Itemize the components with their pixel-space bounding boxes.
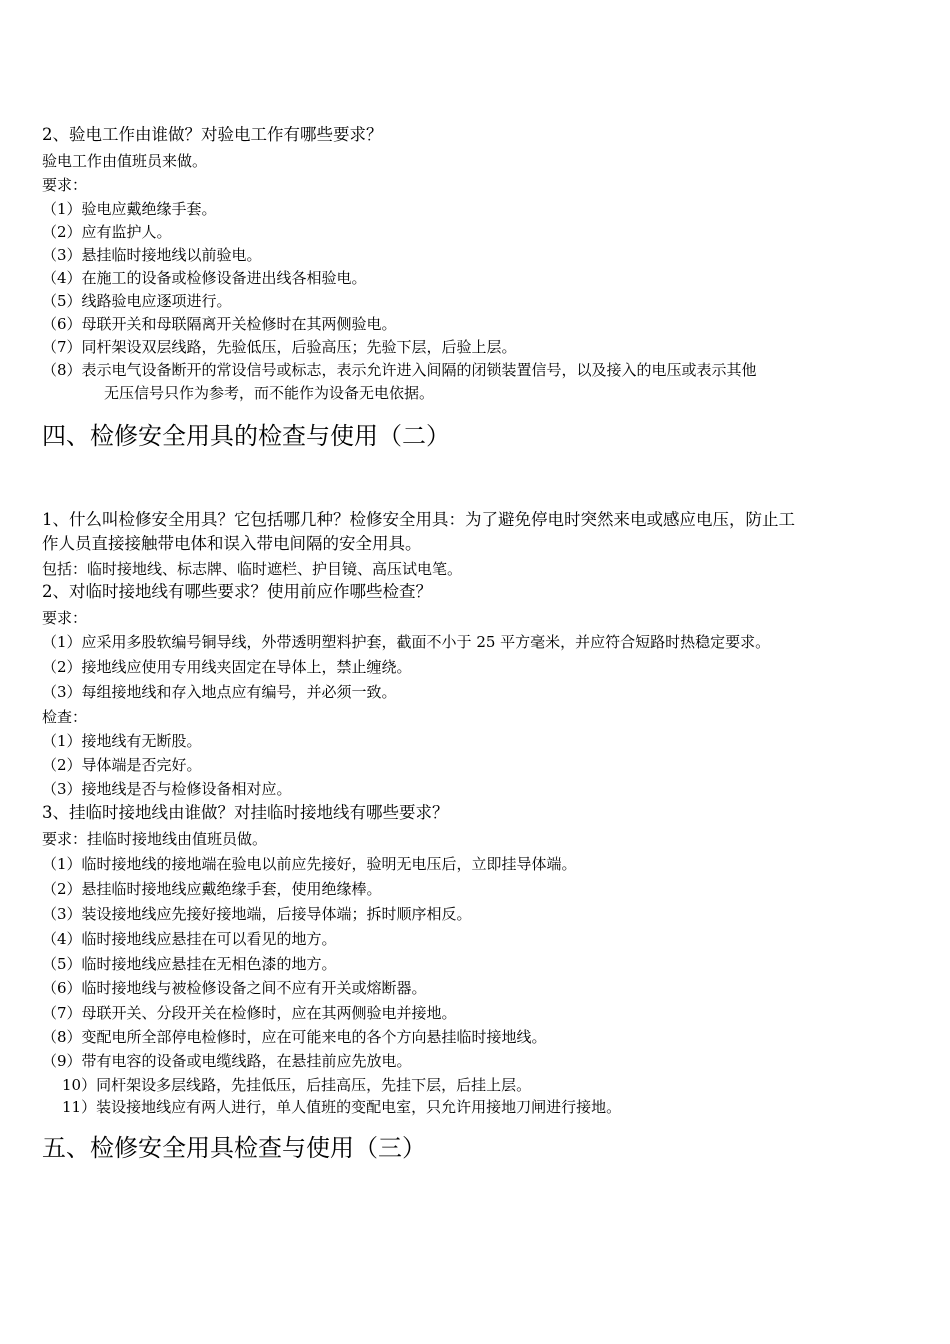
answer-text: 验电工作由值班员来做。 — [42, 152, 208, 170]
list-item: （4）在施工的设备或检修设备进出线各相验电。 — [42, 269, 367, 287]
list-item: （3）接地线是否与检修设备相对应。 — [42, 780, 292, 798]
list-item: （7）母联开关、分段开关在检修时，应在其两侧验电并接地。 — [42, 1004, 457, 1022]
requirements-text: 要求：挂临时接地线由值班员做。 — [42, 830, 268, 848]
section-heading-5: 五、检修安全用具检查与使用（三） — [42, 1134, 426, 1162]
check-label: 检查： — [42, 708, 88, 726]
list-item: （7）同杆架设双层线路，先验低压，后验高压；先验下层，后验上层。 — [42, 338, 517, 356]
question-1-tools-cont: 作人员直接接触带电体和误入带电间隔的安全用具。 — [42, 534, 422, 553]
list-item: （8）变配电所全部停电检修时，应在可能来电的各个方向悬挂临时接地线。 — [42, 1028, 547, 1046]
list-item: （1）应采用多股软编号铜导线，外带透明塑料护套，截面不小于 25 平方毫米，并应符合短路时热稳定要求。 — [42, 633, 771, 651]
list-item: （3）装设接地线应先接好接地端，后接导体端；拆时顺序相反。 — [42, 905, 472, 923]
list-item: 10）同杆架设多层线路，先挂低压，后挂高压，先挂下层，后挂上层。 — [62, 1076, 532, 1094]
list-item: （2）接地线应使用专用线夹固定在导体上，禁止缠绕。 — [42, 658, 412, 676]
question-3-hang: 3、挂临时接地线由谁做？对挂临时接地线有哪些要求？ — [42, 803, 449, 822]
question-2-verify: 2、验电工作由谁做？对验电工作有哪些要求？ — [42, 125, 383, 144]
list-item: （5）线路验电应逐项进行。 — [42, 292, 232, 310]
list-item: （2）应有监护人。 — [42, 223, 172, 241]
list-item: （2）悬挂临时接地线应戴绝缘手套，使用绝缘棒。 — [42, 880, 382, 898]
question-2-grounding: 2、对临时接地线有哪些要求？使用前应作哪些检查？ — [42, 582, 432, 601]
question-1-tools: 1、什么叫检修安全用具？它包括哪几种？检修安全用具：为了避免停电时突然来电或感应电压，防止工 — [42, 510, 795, 529]
requirements-label: 要求： — [42, 176, 88, 194]
list-item: （3）每组接地线和存入地点应有编号，并必须一致。 — [42, 683, 397, 701]
list-item: （6）临时接地线与被检修设备之间不应有开关或熔断器。 — [42, 979, 427, 997]
list-item: （1）接地线有无断股。 — [42, 732, 202, 750]
list-item: （2）导体端是否完好。 — [42, 756, 202, 774]
requirements-label: 要求： — [42, 609, 88, 627]
list-item: （9）带有电容的设备或电缆线路，在悬挂前应先放电。 — [42, 1052, 412, 1070]
list-item: （1）临时接地线的接地端在验电以前应先接好，验明无电压后，立即挂导体端。 — [42, 855, 577, 873]
list-item: （5）临时接地线应悬挂在无相色漆的地方。 — [42, 955, 337, 973]
list-item: （6）母联开关和母联隔离开关检修时在其两侧验电。 — [42, 315, 397, 333]
list-item: 11）装设接地线应有两人进行，单人值班的变配电室，只允许用接地刀闸进行接地。 — [62, 1098, 622, 1116]
list-item: （1）验电应戴绝缘手套。 — [42, 200, 217, 218]
list-item-continuation: 无压信号只作为参考，而不能作为设备无电依据。 — [104, 384, 435, 402]
list-item: （3）悬挂临时接地线以前验电。 — [42, 246, 262, 264]
list-item: （4）临时接地线应悬挂在可以看见的地方。 — [42, 930, 337, 948]
section-heading-4: 四、检修安全用具的检查与使用（二） — [42, 422, 450, 450]
list-item: （8）表示电气设备断开的常设信号或标志，表示允许进入间隔的闭锁装置信号，以及接入的电压或表示其他 — [42, 361, 757, 379]
includes-text: 包括：临时接地线、标志牌、临时遮栏、护目镜、高压试电笔。 — [42, 560, 463, 578]
